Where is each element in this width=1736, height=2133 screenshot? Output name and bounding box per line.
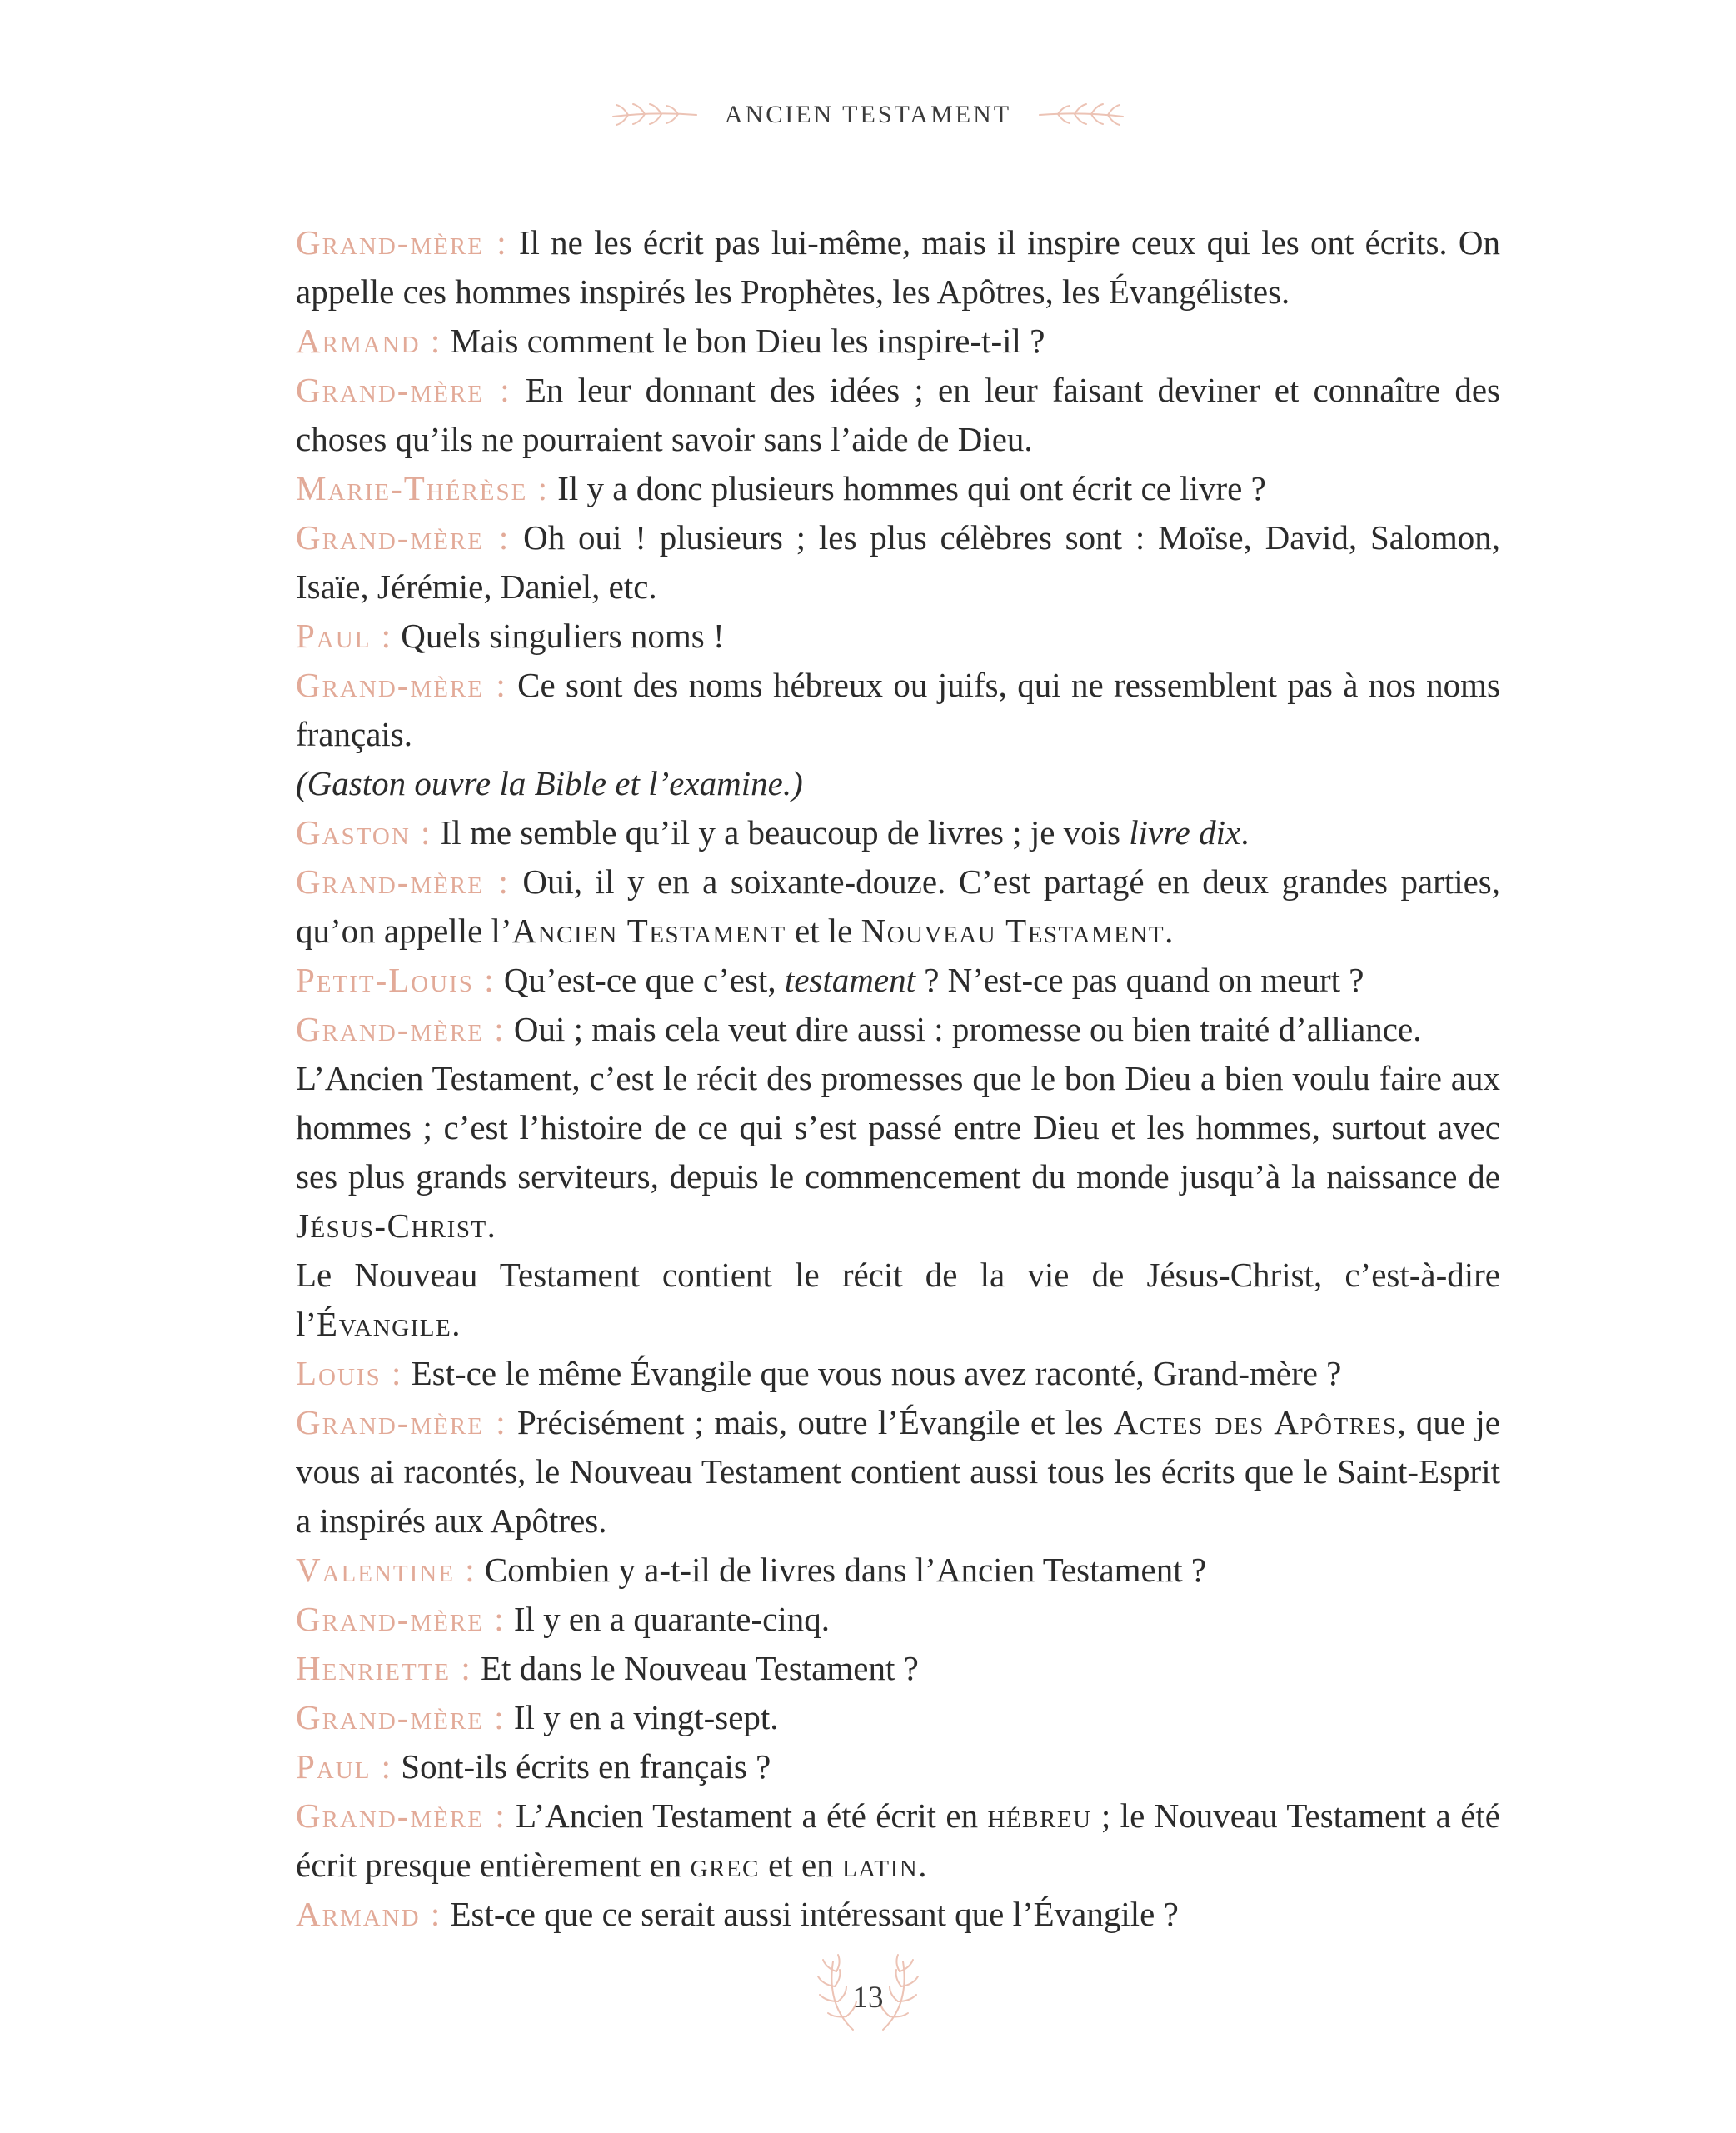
narrative-paragraph [296,1054,1500,1251]
narrative-paragraph [296,1251,1500,1349]
speech-text: Quels singuliers noms ! [392,617,725,655]
dialogue-line [296,808,1500,857]
speaker-name: Valentine : [296,1551,476,1589]
speaker-name: Paul : [296,617,393,655]
running-title: ANCIEN TESTAMENT [724,101,1012,128]
dialogue-line [296,218,1500,317]
dialogue-line [296,1398,1500,1546]
speech-text: Est-ce que ce serait aussi intéressant que l’Évangile ? [441,1895,1179,1933]
speaker-name: Petit-Louis : [296,961,496,999]
speech-text: Il ne les écrit pas lui-même, mais il inspire ceux qui les ont écrits. On appelle ces hommes inspirés les Prophètes, les Apôtres, les Évangélistes. [296,223,1500,311]
speech-text: . [918,1846,927,1884]
dialogue-line [296,1742,1500,1791]
speech-text: Combien y a-t-il de livres dans l’Ancien Testament ? [476,1551,1207,1589]
running-header [0,98,1736,132]
small-caps-term: hébreu [987,1796,1092,1835]
speaker-name: Grand-mère : [296,1010,506,1048]
speech-text: L’Ancien Testament, c’est le récit des promesses que le bon Dieu a bien voulu faire aux hommes ; c’est l’histoire de ce qui s’est passé entre Dieu et les hommes, surtout avec ses plus grands serviteurs, depuis le commencement du monde jusqu’à la naissance de [296,1059,1500,1196]
dialogue-text [296,218,1500,1939]
speech-text: Il me semble qu’il y a beaucoup de livres ; je vois [432,813,1130,852]
speech-text: ; le Nouveau Testament a été écrit presque entièrement en [296,1796,1500,1884]
speech-text: . [1240,813,1250,852]
dialogue-line [296,612,1500,661]
speaker-name: Paul : [296,1747,393,1786]
speech-text: Oui ; mais cela veut dire aussi : promesse ou bien traité d’alliance. [505,1010,1422,1048]
speech-text: Il y en a quarante-cinq. [505,1600,830,1638]
speech-text: Et dans le Nouveau Testament ? [471,1649,919,1687]
dialogue-line [296,1349,1500,1398]
dialogue-line [296,1005,1500,1054]
speech-text: En leur donnant des idées ; en leur faisant deviner et connaître des choses qu’ils ne pourraient savoir sans l’aide de Dieu. [296,371,1500,458]
speaker-name: Gaston : [296,813,432,852]
speaker-name: Louis : [296,1354,403,1392]
speaker-name: Armand : [296,1895,442,1933]
dialogue-line [296,1546,1500,1595]
speech-text: Mais comment le bon Dieu les inspire-t-il ? [441,322,1045,360]
dialogue-line [296,661,1500,759]
small-caps-term: latin [841,1846,919,1884]
speech-text: Précisément ; mais, outre l’Évangile et les [506,1403,1114,1441]
small-caps-term: Nouveau Testament [861,912,1165,950]
dialogue-line [296,956,1500,1005]
leaf-sprig-icon [1035,98,1128,132]
speaker-name: Grand-mère : [296,1698,506,1736]
speech-text: et en [759,1846,842,1884]
leaf-sprig-icon [608,98,701,132]
speech-text: Le Nouveau Testament contient le récit de la vie de Jésus-Christ, c’est-à-dire l’ [296,1256,1500,1343]
speech-text: Il y a donc plusieurs hommes qui ont écrit ce livre ? [549,469,1266,507]
dialogue-line [296,1595,1500,1644]
small-caps-term: Actes des Apôtres [1113,1403,1398,1441]
speech-text: Est-ce le même Évangile que vous nous avez raconté, Grand-mère ? [402,1354,1342,1392]
speaker-name: Grand-mère : [296,666,507,704]
speech-text: Oui, il y en a soixante-douze. C’est partagé en deux grandes parties, qu’on appelle l’ [296,862,1501,950]
speaker-name: Grand-mère : [296,1796,506,1835]
dialogue-line [296,1693,1500,1742]
folio [793,1946,943,2038]
speech-text: ? N’est-ce pas quand on meurt ? [915,961,1364,999]
speaker-name: Grand-mère : [296,1600,506,1638]
speaker-name: Henriette : [296,1649,472,1687]
speech-text: , que je vous ai racontés, le Nouveau Testament contient aussi tous les écrits que le Saint-Esprit a inspirés aux Apôtres. [296,1403,1500,1540]
speaker-name: Grand-mère : [296,371,511,409]
stage-direction: (Gaston ouvre la Bible et l’examine.) [296,764,803,802]
speech-text: . [486,1206,496,1245]
dialogue-line [296,857,1500,956]
dialogue-line [296,513,1500,612]
dialogue-line [296,1890,1500,1939]
speech-text: Oh oui ! plusieurs ; les plus célèbres sont : Moïse, David, Salomon, Isaïe, Jérémie, Daniel, etc. [296,518,1500,606]
speaker-name: Grand-mère : [296,518,511,557]
speech-text: Ce sont des noms hébreux ou juifs, qui ne ressemblent pas à nos noms français. [296,666,1500,753]
speech-text: . [451,1305,461,1343]
small-caps-term: Évangile [317,1305,452,1343]
speech-text: Sont-ils écrits en français ? [392,1747,771,1786]
page-number: 13 [852,1981,884,2015]
dialogue-line [296,317,1500,366]
speaker-name: Grand-mère : [296,223,508,262]
speech-text: L’Ancien Testament a été écrit en [506,1796,988,1835]
small-caps-term: grec [690,1846,760,1884]
speaker-name: Grand-mère : [296,1403,507,1441]
speaker-name: Armand : [296,322,442,360]
dialogue-line [296,464,1500,513]
speech-text: Qu’est-ce que c’est, [495,961,785,999]
dialogue-line [296,1644,1500,1693]
page-footer [0,1946,1736,2038]
speech-text: et le [786,912,861,950]
italic-phrase: livre dix [1129,813,1241,852]
speaker-name: Marie-Thérèse : [296,469,550,507]
speech-text: Il y en a vingt-sept. [505,1698,779,1736]
dialogue-line [296,366,1500,464]
italic-phrase: testament [784,961,915,999]
dialogue-line [296,1791,1500,1890]
speaker-name: Grand-mère : [296,862,510,901]
small-caps-term: Ancien Testament [511,912,786,950]
small-caps-term: Jésus-Christ [296,1206,487,1245]
speech-text: . [1165,912,1174,950]
